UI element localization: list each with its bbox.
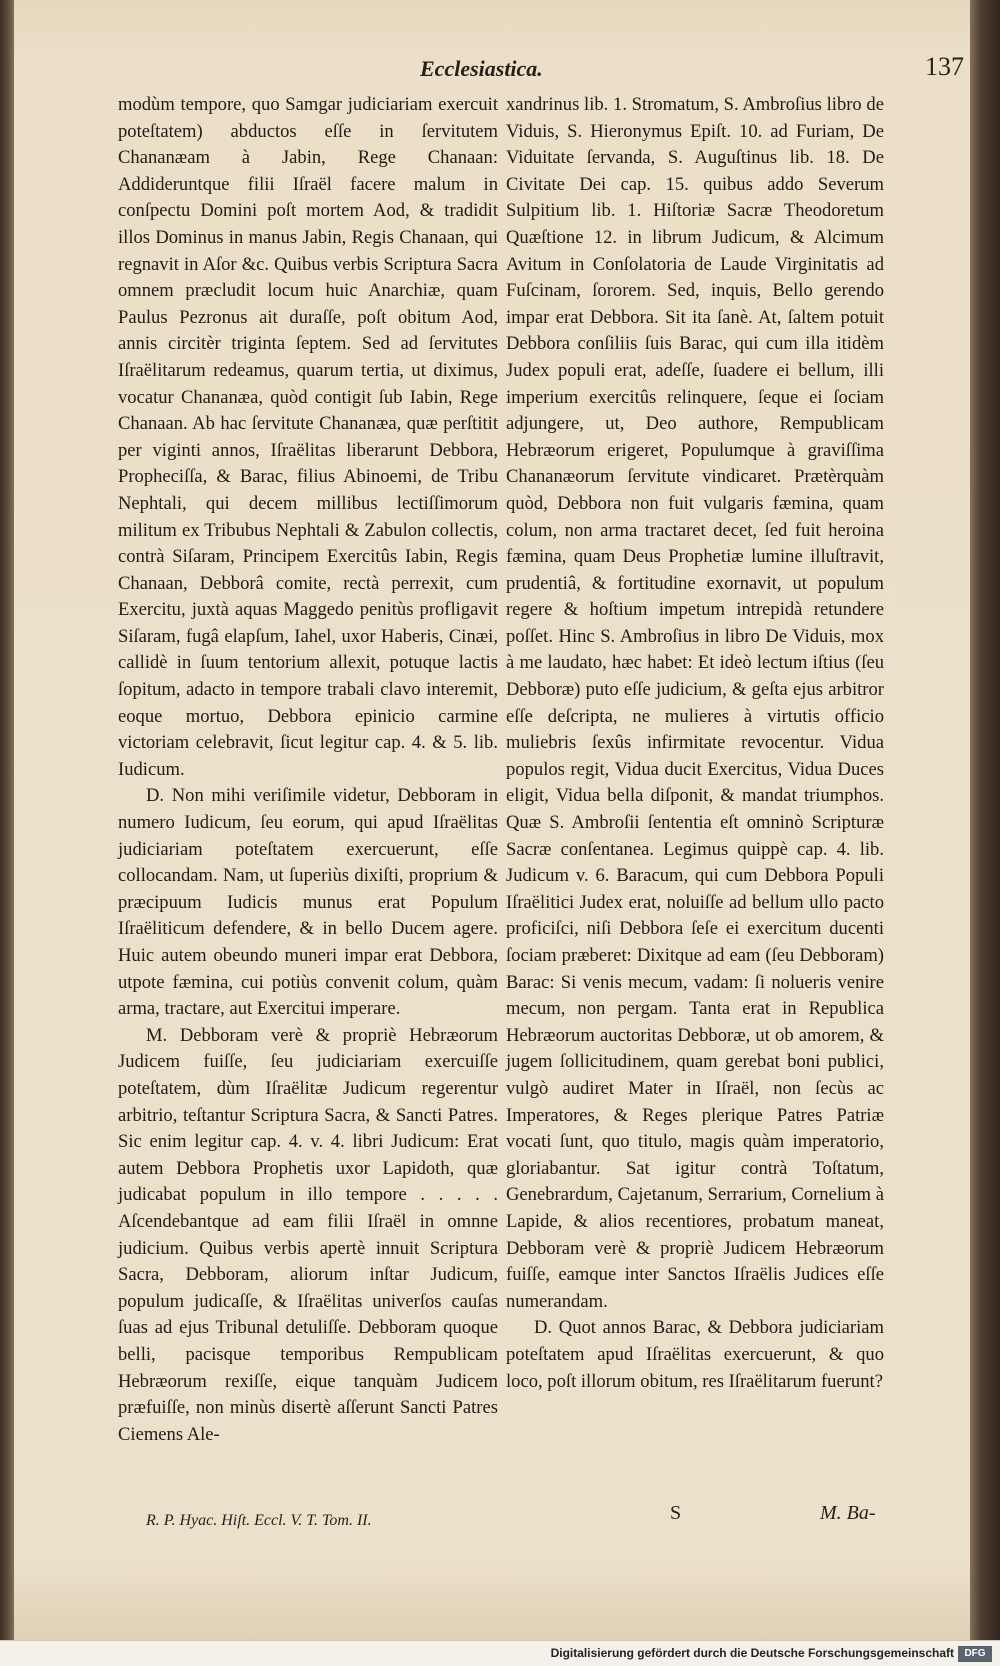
left-paragraph-1: modùm tempore, quo Samgar judiciariam exercuit poteſtatem) abductos eſſe in ſervitutem Chananæam à Jabin, Rege Chanaan: Addideruntque filii Iſraël facere malum in conſpectu Domini poſt mortem Aod, & tradidit illos Dominus in manus Jabin, Regis Chanaan, qui regnavit in Aſor &c. Quibus verbis Scriptura Sacra omnem præcludit locum huic Anarchiæ, quam Paulus Pezronus ait duraſſe, poſt obitum Aod, annis circitèr triginta ſeptem. Sed ad ſervitutes Iſraëlitarum redeamus, quarum tertia, ut diximus, vocatur Chananæa, quòd contigit ſub Iabin, Rege Chanaan. Ab hac ſervitute Chananæa, quæ perſtitit per viginti annos, Iſraëlitas liberarunt Debbora, Propheciſſa, & Barac, filius Abinoemi, de Tribu Nephtali, qui decem millibus lectiſſimorum militum ex Tribubus Nephtali & Zabulon collectis, contrà Siſaram, Principem Exercitûs Iabin, Regis Chanaan, Debborâ comite, rectà perrexit, cum Exercitu, juxtà aquas Maggedo penitùs profligavit Siſaram, fugâ elapſum, Iahel, uxor Haberis, Cinæi, callidè in ſuum tentorium allexit, potuque lactis ſopitum, adacto in tempore trabali clavo interemit, eoque mortuo, Debbora epinicio carmine victoriam celebravit, ſicut legitur cap. 4. & 5. lib. Iudicum. — [118, 94, 498, 780]
catchword: M. Ba- — [820, 1502, 876, 1524]
digitization-footer — [0, 1640, 1000, 1666]
running-head-title: Ecclesiastica. — [420, 56, 543, 81]
footer-credit: Digitalisierung gefördert durch die Deutsche Forschungsgemeinschaft — [550, 1646, 954, 1660]
paper-page — [14, 0, 970, 1640]
right-column — [506, 92, 884, 1395]
left-column — [118, 92, 498, 1448]
running-head — [114, 52, 994, 86]
dfg-logo-icon: DFG — [958, 1646, 992, 1662]
right-paragraph-1: xandrinus lib. 1. Stromatum, S. Ambroſius libro de Viduis, S. Hieronymus Epiſt. 10. ad Furiam, De Viduitate ſervanda, S. Auguſtinus lib. 18. De Civitate Dei cap. 15. quibus addo Severum Sulpitium lib. 1. Hiſtoriæ Sacræ Theodoretum Quæſtione 12. in librum Judicum, & Alcimum Avitum in Conſolatoria de Laude Virginitatis ad Fuſcinam, ſororem. Sed, inquis, Bello gerendo impar erat Debbora. Sit ita ſanè. At, ſaltem potuit Debbora conſiliis ſuis Barac, qui cum illa itidèm Judex populi erat, adeſſe, ſuadere ei bellum, illi imperium exercitûs relinquere, ſeque ei ſociam adjungere, ut, Deo authore, Rempublicam Hebræorum erigeret, Populumque à graviſſima Chananæorum ſervitute vindicaret. Prætèrquàm quòd, Debbora non fuit vulgaris fæmina, quam colum, non arma tractaret decet, ſed fuit heroina fæmina, quam Deus Prophetiæ lumine illuſtravit, prudentiâ, & fortitudine exornavit, ut populum regere & hoſtium impetum intrepidà retundere poſſet. Hinc S. Ambroſius in libro De Viduis, mox à me laudato, hæc habet: Et ideò lectum iſtius (ſeu Debboræ) puto eſſe judicium, & geſta ejus arbitror eſſe deſcripta, ne mulieres à virtutis officio muliebris ſexûs infirmitate revocentur. Vidua populos regit, Vidua ducit Exercitus, Vidua Duces eligit, Vidua bella diſponit, & mandat triumphos. Quæ S. Ambroſii ſententia eſt omninò Scripturæ Sacræ conſentanea. Legimus quippè cap. 4. lib. Judicum v. 6. Baracum, qui cum Debbora Populi Iſraëlitici Judex erat, noluiſſe ad bellum ullo pacto proficiſci, niſi Debbora ſeſe ei exercitum ducenti ſociam præberet: Dixitque ad eam (ſeu Debboram) Barac: Si venis mecum, vadam: ſi nolueris venire mecum, non pergam. Tanta erat in Republica Hebræorum auctoritas Debboræ, ut ob amorem, & jugem ſollicitudinem, quam gerebat boni publici, vulgò audiret Mater in Iſraël, non ſecùs ac Imperatores, & Reges plerique Patres Patriæ vocati ſunt, quo titulo, magis quàm imperatorio, gloriabantur. Sat igitur contrà Toſtatum, Genebrardum, Cajetanum, Serrarium, Cornelium à Lapide, & alios recentiores, probatum maneat, Debboram verè & propriè Judicem Hebræorum fuiſſe, eamque inter Sanctos Iſraëlis Judices eſſe numerandam. — [506, 94, 884, 1312]
left-paragraph-3: M. Debboram verè & propriè Hebræorum Judicem fuiſſe, ſeu judiciariam exercuiſſe poteſtatem, dùm Iſraëlitæ Judicum regerentur arbitrio, teſtantur Scriptura Sacra, & Sancti Patres. Sic enim legitur cap. 4. v. 4. libri Judicum: Erat autem Debbora Prophetis uxor Lapidoth, quæ judicabat populum in illo tempore . . . . . Aſcendebantque ad eam filii Iſraël in omnne judicium. Quibus verbis apertè innuit Scriptura Sacra, Debboram, aliorum inſtar Judicum, populum judicaſſe, & Iſraëlitas univerſos cauſas ſuas ad ejus Tribunal detuliſſe. Debboram quoque belli, pacisque temporibus Rempublicam Hebræorum rexiſſe, eique tanquàm Judicem præfuiſſe, non minùs disertè aſſerunt Sancti Patres Ciemens Ale- — [118, 1024, 498, 1445]
left-paragraph-2: D. Non mihi veriſimile videtur, Debboram in numero Iudicum, ſeu eorum, qui apud Iſraëlitas judiciariam poteſtatem exercuerunt, eſſe collocandam. Nam, ut ſuperiùs dixiſti, proprium & præcipuum Iudicis munus erat Populum Iſraëliticum defendere, & in bello Ducem agere. Huic autem obeundo muneri impar erat Debbora, utpote fæmina, cui potiùs convenit colum, quàm arma, tractare, aut Exercitui imperare. — [118, 785, 498, 1020]
footnote-signature-line: R. P. Hyac. Hiſt. Eccl. V. T. Tom. II. — [146, 1512, 372, 1529]
signature-mark: S — [670, 1502, 682, 1524]
right-paragraph-2: D. Quot annos Barac, & Debbora judiciariam poteſtatem apud Iſraëlitas exercuerunt, & quo loco, poſt illorum obitum, res Iſraëlitarum fuerunt? — [506, 1317, 884, 1392]
page-number: 137 — [925, 52, 964, 81]
